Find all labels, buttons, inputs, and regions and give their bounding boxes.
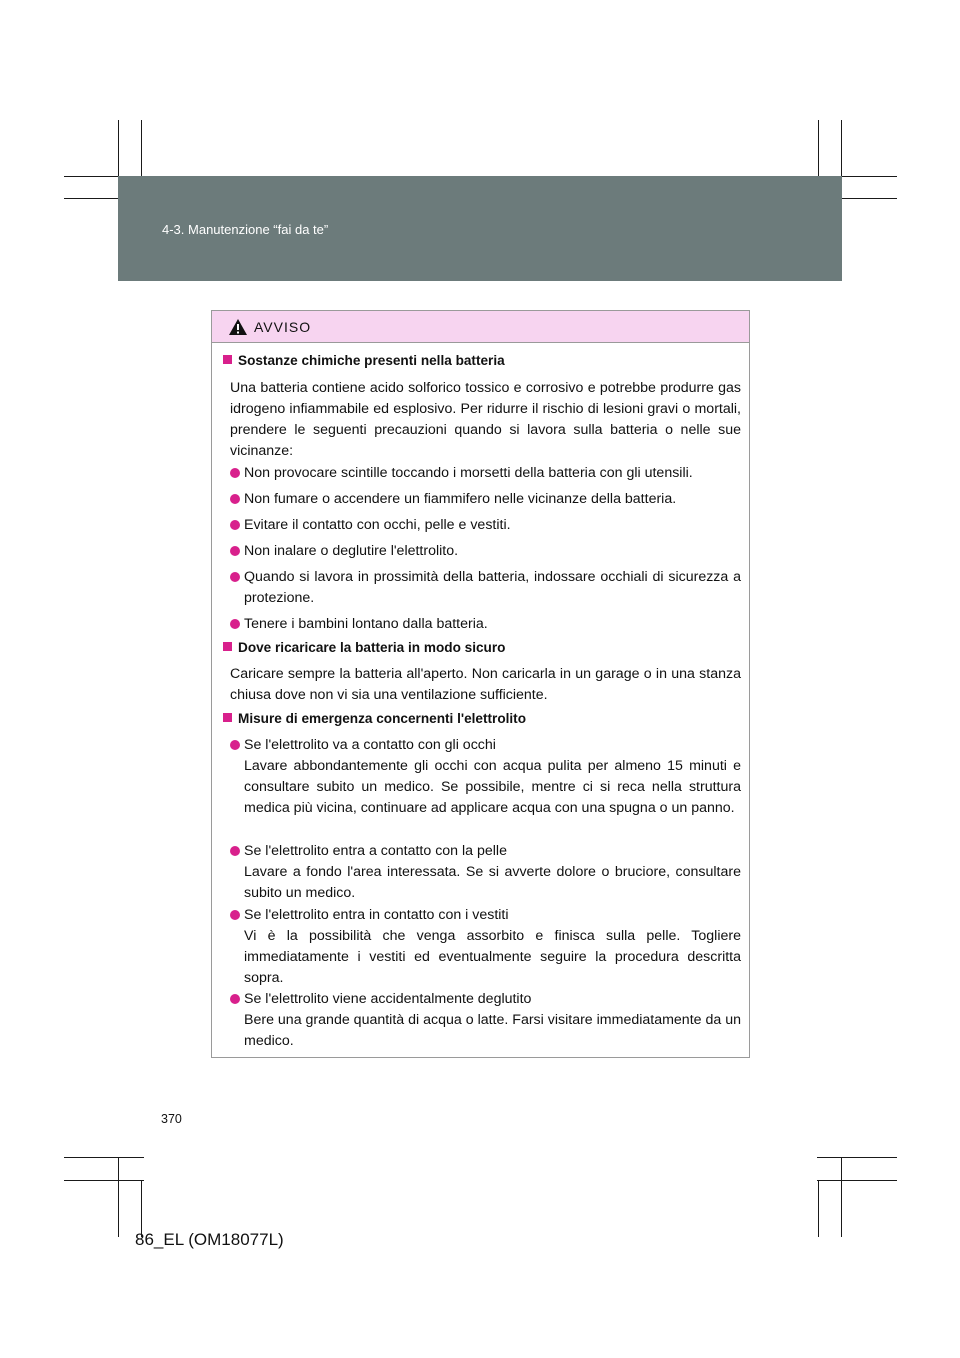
square-bullet-icon [223, 355, 232, 364]
list-item: Quando si lavora in prossimità della batteria, indossare occhiali di sicurezza a protezione. [230, 567, 741, 609]
document-code: 86_EL (OM18077L) [135, 1230, 284, 1249]
bullet-dot-icon [230, 619, 240, 629]
list-item: Se l'elettrolito va a contatto con gli occhi Lavare abbondantemente gli occhi con acqua pulita per almeno 15 minuti e consultare subito un medico. Se possibile, mentre ci si reca nella struttura medica più vicina, continuare ad applicare acqua con una spugna o un panno. [230, 735, 741, 819]
list-item: Tenere i bambini lontano dalla batteria. [230, 614, 741, 635]
paragraph: Una batteria contiene acido solforico tossico e corrosivo e potrebbe produrre gas idrogeno infiammabile ed esplosivo. Per ridurre il rischio di lesioni gravi o mortali, prendere le seguenti precauzioni quando si lavora sulla batteria o nelle sue vicinanze: [230, 380, 741, 459]
crop-mark [817, 1180, 897, 1181]
bullet-dot-icon [230, 994, 240, 1004]
warning-triangle-icon [228, 318, 248, 336]
crop-mark [841, 1157, 842, 1237]
bullet-dot-icon [230, 910, 240, 920]
list-item: Se l'elettrolito entra in contatto con i vestiti Vi è la possibilità che venga assorbito e finisca sulla pelle. Togliere immediatamente i vestiti ed eventualmente seguire la procedura descritta sopra. [230, 905, 741, 989]
crop-mark [118, 1157, 119, 1237]
paragraph: Caricare sempre la batteria all'aperto. Non caricarla in un garage o in una stanza chiusa dove non vi sia una ventilazione sufficiente. [230, 666, 741, 703]
crop-mark [818, 1180, 819, 1237]
crop-mark [817, 1157, 897, 1158]
list-item: Non inalare o deglutire l'elettrolito. [230, 541, 741, 562]
list-item: Evitare il contatto con occhi, pelle e vestiti. [230, 515, 741, 536]
list-item: Se l'elettrolito entra a contatto con la pelle Lavare a fondo l'area interessata. Se si avverte dolore o bruciore, consultare subito un medico. [230, 841, 741, 904]
bullet-dot-icon [230, 846, 240, 856]
square-bullet-icon [223, 713, 232, 722]
bullet-dot-icon [230, 740, 240, 750]
crop-mark [64, 1180, 144, 1181]
warning-title: AVVISO [254, 319, 312, 335]
warning-header [212, 311, 749, 343]
section-heading: Sostanze chimiche presenti nella batteria [223, 353, 741, 368]
bullet-dot-icon [230, 546, 240, 556]
bullet-dot-icon [230, 572, 240, 582]
section-heading: Dove ricaricare la batteria in modo sicuro [223, 640, 741, 655]
warning-box [211, 310, 750, 1058]
section-header [118, 176, 842, 281]
bullet-dot-icon [230, 494, 240, 504]
bullet-dot-icon [230, 520, 240, 530]
section-title: 4-3. Manutenzione “fai da te” [162, 222, 329, 237]
list-item: Non fumare o accendere un fiammifero nelle vicinanze della batteria. [230, 489, 741, 510]
bullet-dot-icon [230, 468, 240, 478]
section-heading: Misure di emergenza concernenti l'elettrolito [223, 711, 741, 726]
crop-mark [141, 1180, 142, 1237]
list-item: Non provocare scintille toccando i morsetti della batteria con gli utensili. [230, 463, 741, 484]
page-number: 370 [161, 1112, 182, 1126]
crop-mark [64, 1157, 144, 1158]
list-item: Se l'elettrolito viene accidentalmente deglutito Bere una grande quantità di acqua o latte. Farsi visitare immediatamente da un medico. [230, 989, 741, 1052]
square-bullet-icon [223, 642, 232, 651]
